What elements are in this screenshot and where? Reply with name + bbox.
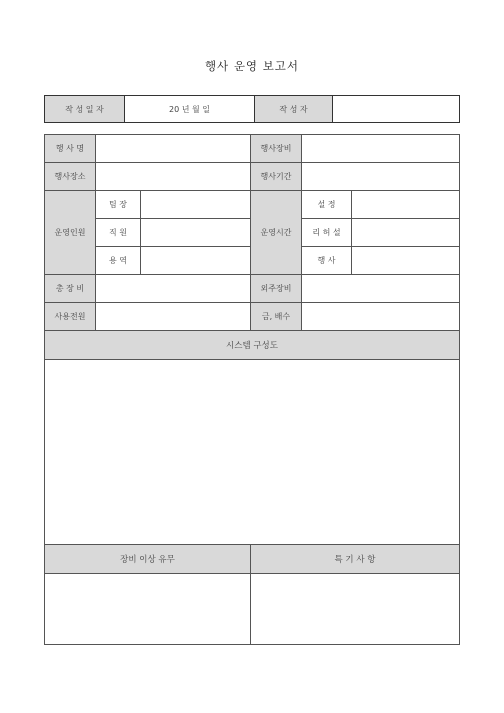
event-period-field[interactable] bbox=[302, 163, 460, 191]
outsourced-equipment-label: 외주장비 bbox=[251, 275, 302, 303]
time-setup-field[interactable] bbox=[352, 191, 460, 219]
personnel-used-field[interactable] bbox=[96, 303, 251, 331]
system-diagram-area[interactable] bbox=[45, 360, 460, 545]
staff-employee-field[interactable] bbox=[141, 219, 251, 247]
author-label: 작 성 자 bbox=[255, 96, 333, 123]
equipment-issues-area[interactable] bbox=[45, 574, 251, 645]
fee-label: 금, 배수 bbox=[251, 303, 302, 331]
special-notes-area[interactable] bbox=[251, 574, 460, 645]
time-label: 운영시간 bbox=[251, 191, 302, 275]
staff-role-employee: 직 원 bbox=[96, 219, 141, 247]
time-setup-label: 설 정 bbox=[302, 191, 352, 219]
staff-contractor-field[interactable] bbox=[141, 247, 251, 275]
event-period-label: 행사기간 bbox=[251, 163, 302, 191]
total-equipment-field[interactable] bbox=[96, 275, 251, 303]
fee-field[interactable] bbox=[302, 303, 460, 331]
staff-role-leader: 팀 장 bbox=[96, 191, 141, 219]
time-event-label: 행 사 bbox=[302, 247, 352, 275]
time-rehearsal-label: 리 허 설 bbox=[302, 219, 352, 247]
event-venue-field[interactable] bbox=[96, 163, 251, 191]
event-name-label: 행 사 명 bbox=[45, 135, 96, 163]
event-venue-label: 행사장소 bbox=[45, 163, 96, 191]
event-equipment-label: 행사장비 bbox=[251, 135, 302, 163]
outsourced-equipment-field[interactable] bbox=[302, 275, 460, 303]
special-notes-header: 특 기 사 항 bbox=[251, 545, 460, 574]
event-equipment-field[interactable] bbox=[302, 135, 460, 163]
date-field[interactable]: 20 년 월 일 bbox=[125, 96, 255, 123]
staff-role-contractor: 용 역 bbox=[96, 247, 141, 275]
staff-leader-field[interactable] bbox=[141, 191, 251, 219]
header-table bbox=[44, 95, 460, 123]
author-field[interactable] bbox=[333, 96, 460, 123]
page-title: 행사 운영 보고서 bbox=[204, 59, 300, 73]
total-equipment-label: 총 장 비 bbox=[45, 275, 96, 303]
event-name-field[interactable] bbox=[96, 135, 251, 163]
system-diagram-header: 시스템 구성도 bbox=[45, 331, 460, 360]
time-rehearsal-field[interactable] bbox=[352, 219, 460, 247]
date-label: 작 성 일 자 bbox=[45, 96, 125, 123]
time-event-field[interactable] bbox=[352, 247, 460, 275]
equipment-issues-header: 장비 이상 유무 bbox=[45, 545, 251, 574]
report-table bbox=[44, 134, 460, 645]
personnel-used-label: 사용전원 bbox=[45, 303, 96, 331]
staff-label: 운영인원 bbox=[45, 191, 96, 275]
